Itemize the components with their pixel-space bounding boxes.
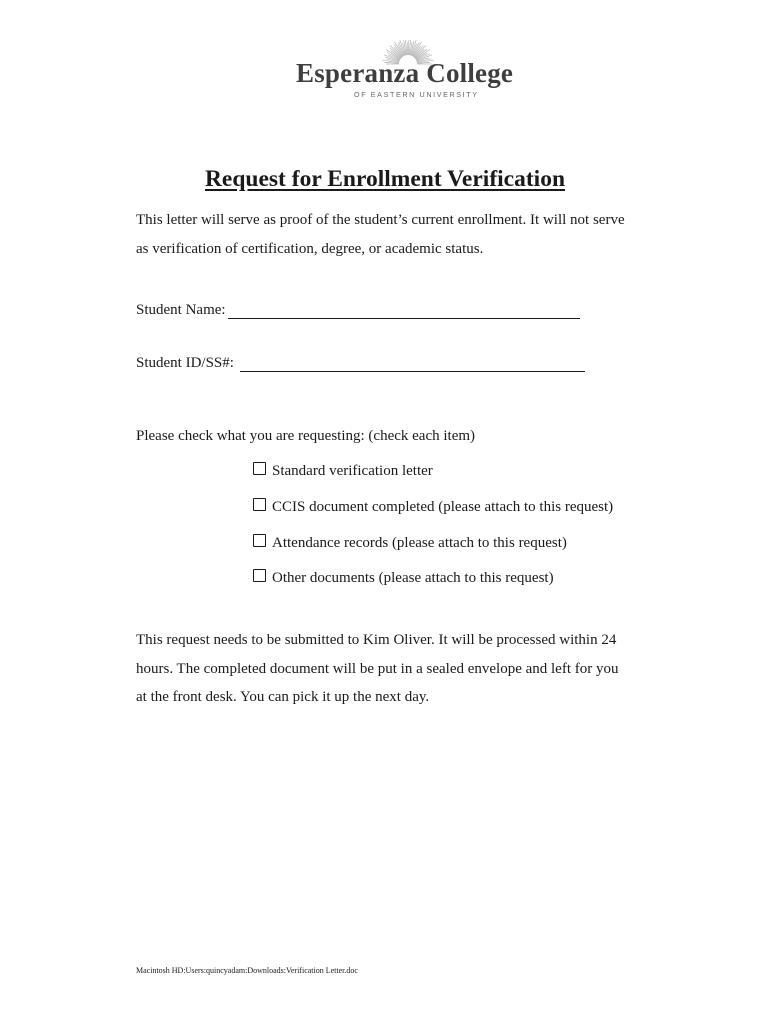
checkbox[interactable]	[253, 498, 266, 511]
intro-line-1: This letter will serve as proof of the student’s current enrollment. It will not serve	[136, 212, 625, 228]
logo-subtitle: OF EASTERN UNIVERSITY	[354, 90, 479, 99]
file-path-footer: Macintosh HD:Users:quincyadam:Downloads:Verification Letter.doc	[136, 966, 358, 975]
option-other-documents[interactable]	[253, 569, 554, 587]
college-logo	[290, 40, 514, 102]
closing-line-1: This request needs to be submitted to Kim Oliver. It will be processed within 24	[136, 632, 617, 648]
logo-name: Esperanza College	[296, 58, 514, 88]
checkbox[interactable]	[253, 462, 266, 475]
student-name-row	[136, 302, 226, 319]
student-name-field[interactable]	[228, 304, 580, 319]
sunburst-ray	[408, 40, 409, 55]
closing-paragraph	[136, 626, 619, 712]
option-label: Attendance records (please attach to this request)	[272, 535, 567, 551]
closing-line-3: at the front desk. You can pick it up the next day.	[136, 689, 430, 705]
document-title: Request for Enrollment Verification	[204, 166, 566, 192]
checkbox[interactable]	[253, 534, 266, 547]
closing-line-2: hours. The completed document will be put in a sealed envelope and left for you	[136, 660, 619, 677]
option-label: CCIS document completed (please attach to this request)	[272, 499, 614, 515]
intro-paragraph	[136, 206, 625, 263]
checkbox[interactable]	[253, 569, 266, 582]
student-id-row	[136, 355, 234, 372]
option-attendance-records[interactable]	[253, 534, 567, 552]
intro-line-2: as verification of certification, degree, or academic status.	[136, 240, 484, 257]
option-label: Other documents (please attach to this request)	[272, 570, 554, 586]
option-ccis-document[interactable]	[253, 498, 613, 516]
request-prompt: Please check what you are requesting: (check each item)	[136, 428, 476, 444]
student-name-label: Student Name:	[136, 302, 226, 318]
student-id-label: Student ID/SS#:	[136, 355, 234, 371]
option-label: Standard verification letter	[272, 463, 433, 479]
student-id-field[interactable]	[240, 357, 585, 372]
option-standard-letter[interactable]	[253, 462, 433, 480]
